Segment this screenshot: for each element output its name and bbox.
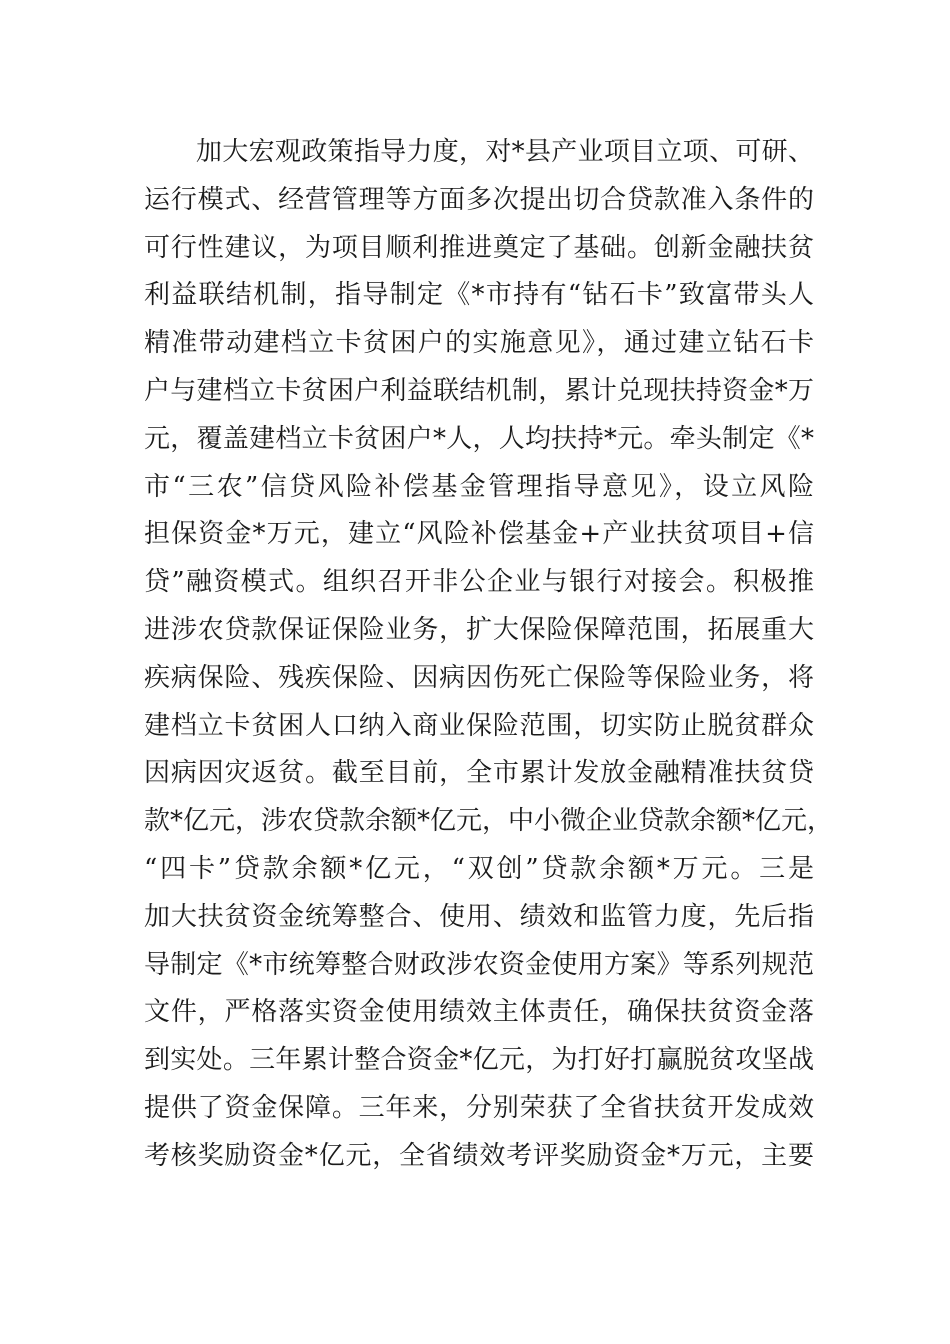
text-line: 加大宏观政策指导力度，对*县产业项目立项、可研、 [196, 137, 814, 167]
text-line: “四卡”贷款余额*亿元，“双创”贷款余额*万元。三是 [144, 853, 814, 884]
text-line: 文件，严格落实资金使用绩效主体责任，确保扶贫资金落 [144, 997, 814, 1028]
text-line: 进涉农贷款保证保险业务，扩大保险保障范围，拓展重大 [144, 614, 814, 645]
text-line: 可行性建议，为项目顺利推进奠定了基础。创新金融扶贫 [144, 232, 814, 263]
text-line: 到实处。三年累计整合资金*亿元，为打好打赢脱贫攻坚战 [144, 1045, 814, 1076]
text-line: 精准带动建档立卡贫困户的实施意见》，通过建立钻石卡 [144, 328, 814, 359]
text-line: 运行模式、经营管理等方面多次提出切合贷款准入条件的 [144, 184, 814, 215]
text-line: 市“三农”信贷风险补偿基金管理指导意见》，设立风险 [144, 471, 814, 502]
text-line: 款*亿元，涉农贷款余额*亿元，中小微企业贷款余额*亿元， [144, 806, 834, 837]
text-line: 疾病保险、残疾保险、因病因伤死亡保险等保险业务，将 [144, 662, 814, 693]
text-line: 担保资金*万元，建立“风险补偿基金+产业扶贫项目+信 [144, 519, 814, 550]
text-line: 户与建档立卡贫困户利益联结机制，累计兑现扶持资金*万 [144, 375, 814, 406]
text-line: 加大扶贫资金统筹整合、使用、绩效和监管力度，先后指 [144, 901, 814, 932]
text-line: 元，覆盖建档立卡贫困户*人，人均扶持*元。牵头制定《* [144, 423, 814, 454]
text-line: 导制定《*市统筹整合财政涉农资金使用方案》等系列规范 [144, 949, 814, 980]
text-line: 因病因灾返贫。截至目前，全市累计发放金融精准扶贫贷 [144, 758, 814, 789]
text-line: 提供了资金保障。三年来，分别荣获了全省扶贫开发成效 [144, 1092, 814, 1123]
body-paragraph [144, 129, 834, 1181]
text-line: 利益联结机制，指导制定《*市持有“钻石卡”致富带头人 [144, 280, 814, 311]
text-line: 贷”融资模式。组织召开非公企业与银行对接会。积极推 [144, 567, 814, 598]
text-line: 建档立卡贫困人口纳入商业保险范围，切实防止脱贫群众 [144, 710, 814, 741]
text-line: 考核奖励资金*亿元，全省绩效考评奖励资金*万元，主要 [144, 1140, 814, 1171]
